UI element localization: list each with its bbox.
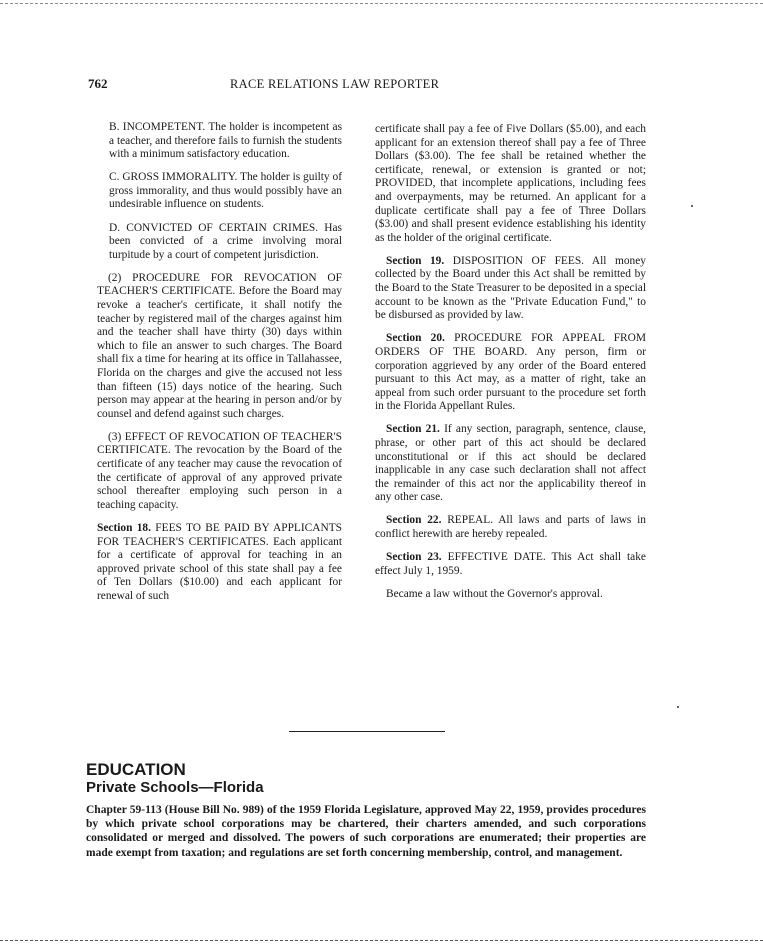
section-20-paragraph — [375, 332, 646, 414]
section-20-text: PROCEDURE FOR APPEAL FROM ORDERS OF THE BOARD. Any person, firm or corporation aggrieved by any order of the Board entered pursuant to this Act may, as a matter of right, take an appeal from such order pursuant to the procedure set forth in the Florida Appellant Rules. — [375, 332, 646, 413]
section-21-text: If any section, paragraph, sentence, clause, phrase, or other part of this act should be declared unconstitutional or if this act should be declared inapplicable in any case such declaration shall not affect the remainder of this act nor the applicability thereof in any other case. — [375, 423, 646, 504]
section-18-label: Section 18. — [97, 521, 151, 534]
section-19-text: DISPOSITION OF FEES. All money collected by the Board under this Act shall be remitted by the Board to the State Treasurer to be deposited in a special account to be known as the "Private Education Fund," to be disbursed as provided by law. — [375, 254, 646, 322]
bottom-edge-rule — [0, 940, 763, 941]
section-23-text: EFFECTIVE DATE. This Act shall take effect July 1, 1959. — [375, 551, 646, 577]
section-23-label: Section 23. — [386, 551, 442, 564]
page-number: 762 — [88, 76, 108, 91]
speck-mark — [677, 706, 679, 708]
fees-continued-paragraph: certificate shall pay a fee of Five Dollars ($5.00), and each applicant for an extension thereof shall pay a fee of Three Dollars ($3.00). The fee shall be retained whether the certificate, renewal, or extension is granted or not; PROVIDED, that incomplete applications, including fees and overpayments, may be returned. An applicant for a duplicate certificate shall pay a fee of Three Dollars ($3.00) and shall present evidence establishing his identity as the holder of the original certificate. — [375, 123, 646, 244]
education-heading: EDUCATION — [86, 760, 186, 779]
speck-mark — [691, 205, 693, 207]
section-19-paragraph — [375, 255, 646, 323]
section-18-text: FEES TO BE PAID BY APPLICANTS FOR TEACHER'S CERTIFICATES. Each applicant for a certificate of approval for teaching in an approved private school of this state shall pay a fee of Ten Dollars ($10.00) and each applicant for renewal of such — [97, 521, 342, 602]
procedure-revocation-paragraph: (2) PROCEDURE FOR REVOCATION OF TEACHER'S CERTIFICATE. Before the Board may revoke a teacher's certificate, it shall notify the teacher by registered mail of the charges against him and the teacher shall have thirty (30) days within which to file an answer to such charges. The Board shall fix a time for hearing at its office in Tallahassee, Florida on the charges and give the accused not less than fifteen (15) days notice of the hearing. Such person may appear at the hearing in person and/or by counsel and defend against such charges. — [97, 271, 342, 420]
section-19-label: Section 19. — [386, 254, 445, 267]
ground-incompetent: B. INCOMPETENT. The holder is incompetent as a teacher, and therefore fails to furnish the students with a minimum satisfactory education. — [109, 121, 342, 161]
chapter-summary: Chapter 59-113 (House Bill No. 989) of the 1959 Florida Legislature, approved May 22, 1959, provides procedures by which private school corporations may be chartered, their charters amended, and such corporations consolidated or merged and dissolved. The powers of such corporations are enumerated; their properties are made exempt from taxation; and regulations are set forth concerning membership, control, and management. — [86, 804, 646, 859]
right-column — [375, 123, 646, 611]
running-title: RACE RELATIONS LAW REPORTER — [230, 77, 440, 91]
section-divider — [289, 731, 445, 732]
section-21-paragraph — [375, 423, 646, 505]
section-23-paragraph — [375, 551, 646, 578]
section-22-paragraph — [375, 514, 646, 541]
became-law-paragraph: Became a law without the Governor's approval. — [386, 587, 603, 600]
ground-gross-immorality: C. GROSS IMMORALITY. The holder is guilty of gross immorality, and thus would possibly have an undesirable influence on students. — [109, 171, 342, 211]
education-subheading: Private Schools—Florida — [86, 779, 264, 796]
section-21-label: Section 21. — [386, 423, 440, 436]
revocation-grounds — [109, 121, 342, 262]
ground-convicted-crimes: D. CONVICTED OF CERTAIN CRIMES. Has been convicted of a crime involving moral turpitude by a court of competent jurisdiction. — [109, 221, 342, 261]
section-22-text: REPEAL. All laws and parts of laws in conflict herewith are hereby repealed. — [375, 514, 646, 541]
effect-revocation-paragraph: (3) EFFECT OF REVOCATION OF TEACHER'S CERTIFICATE. The revocation by the Board of the certificate of any teacher may cause the revocation of the certificate of approval of any approved private school thereafter employing such person in a teaching capacity. — [97, 430, 342, 511]
section-20-label: Section 20. — [386, 332, 445, 345]
section-18-paragraph — [97, 522, 342, 604]
top-edge-rule — [0, 3, 763, 4]
left-column — [97, 121, 342, 613]
section-22-label: Section 22. — [386, 514, 442, 527]
